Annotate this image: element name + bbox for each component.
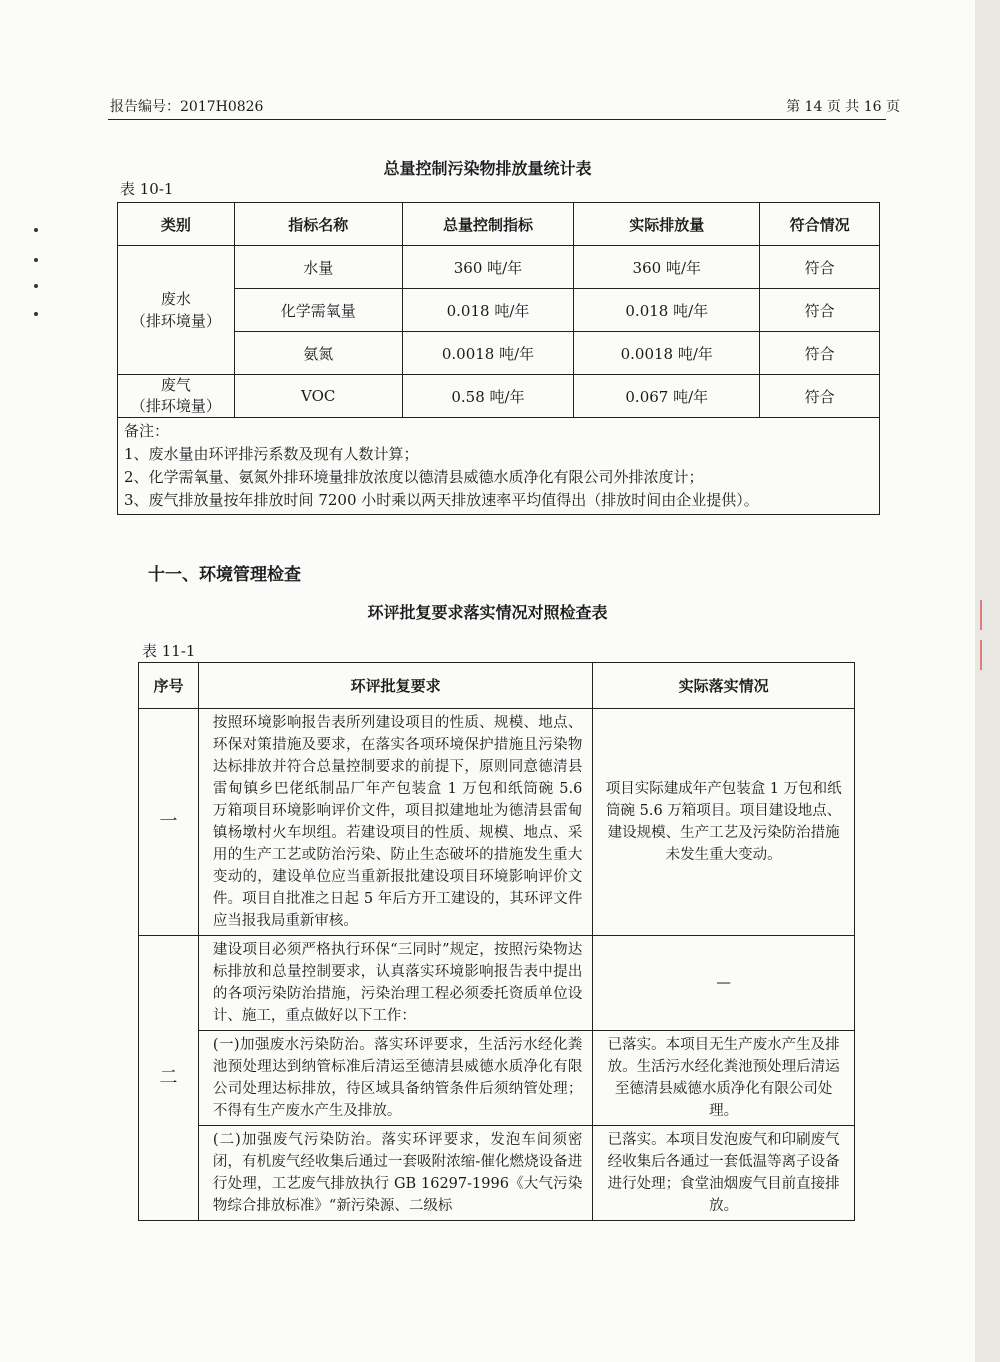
binding-hole	[34, 284, 38, 288]
actual-cell: 0.067 吨/年	[574, 375, 760, 418]
table11-title: 环评批复要求落实情况对照检查表	[367, 603, 608, 622]
section-heading: 十一、环境管理检查	[148, 565, 301, 585]
implementation-cell: 已落实。本项目无生产废水产生及排放。生活污水经化粪池预处理后清运至德清县威德水质净化有限公司处理。	[593, 1031, 855, 1126]
implementation-cell: —	[593, 936, 855, 1031]
limit-cell: 0.018 吨/年	[402, 289, 574, 332]
indicator-cell: 水量	[234, 246, 402, 289]
actual-cell: 0.018 吨/年	[574, 289, 760, 332]
table10-title: 总量控制污染物排放量统计表	[383, 159, 592, 178]
column-header: 环评批复要求	[198, 663, 592, 709]
table-row	[118, 375, 880, 418]
page-edge	[975, 0, 1000, 1362]
row-number: 一	[139, 709, 199, 936]
notes-cell	[118, 418, 880, 515]
status-cell: 符合	[760, 375, 880, 418]
table-header-row	[118, 203, 880, 246]
table-header-row	[139, 663, 855, 709]
notes-row	[118, 418, 880, 515]
status-cell: 符合	[760, 246, 880, 289]
actual-cell: 360 吨/年	[574, 246, 760, 289]
notes-heading: 备注：	[124, 422, 170, 440]
table-row	[118, 246, 880, 289]
column-header: 总量控制指标	[402, 203, 574, 246]
binding-hole	[34, 228, 38, 232]
row-number: 二	[139, 936, 199, 1221]
indicator-cell: 化学需氧量	[234, 289, 402, 332]
seal-stamp-fragment	[980, 600, 996, 630]
indicator-cell: 氨氮	[234, 332, 402, 375]
binding-hole	[34, 312, 38, 316]
note-item: 3、废气排放量按年排放时间 7200 小时乘以两天排放速率平均值得出（排放时间由企业提供）。	[124, 491, 759, 509]
column-header: 序号	[139, 663, 199, 709]
implementation-cell: 已落实。本项目发泡废气和印刷废气经收集后各通过一套低温等离子设备进行处理；食堂油烟废气目前直接排放。	[593, 1126, 855, 1221]
category-cell: 废水 （排环境量）	[118, 246, 235, 375]
page-number: 第 14 页 共 16 页	[786, 99, 900, 115]
limit-cell: 360 吨/年	[402, 246, 574, 289]
table10-label: 表 10-1	[120, 180, 174, 198]
table-row	[139, 709, 855, 936]
requirement-cell: 建设项目必须严格执行环保“三同时”规定，按照污染物达标排放和总量控制要求，认真落实环境影响报告表中提出的各项污染防治措施，污染治理工程必须委托资质单位设计、施工，重点做好以下工作：	[198, 936, 592, 1031]
seal-stamp-fragment	[980, 640, 996, 670]
status-cell: 符合	[760, 332, 880, 375]
requirement-cell: (一)加强废水污染防治。落实环评要求，生活污水经化粪池预处理达到纳管标准后清运至德清县威德水质净化有限公司处理达标排放，待区域具备纳管条件后须纳管处理；不得有生产废水产生及排放。	[198, 1031, 592, 1126]
limit-cell: 0.0018 吨/年	[402, 332, 574, 375]
column-header: 指标名称	[234, 203, 402, 246]
status-cell: 符合	[760, 289, 880, 332]
note-item: 2、化学需氧量、氨氮外排环境量排放浓度以德清县威德水质净化有限公司外排浓度计；	[124, 468, 704, 486]
table-row	[139, 1031, 855, 1126]
column-header: 符合情况	[760, 203, 880, 246]
limit-cell: 0.58 吨/年	[402, 375, 574, 418]
column-header: 实际落实情况	[593, 663, 855, 709]
table-row	[139, 1126, 855, 1221]
report-number: 报告编号：2017H0826	[110, 99, 264, 115]
approval-check-table	[138, 662, 855, 1221]
note-item: 1、废水量由环评排污系数及现有人数计算；	[124, 445, 419, 463]
category-cell: 废气 （排环境量）	[118, 375, 235, 418]
table11-label: 表 11-1	[142, 642, 196, 660]
requirement-cell: (二)加强废气污染防治。落实环评要求，发泡车间须密闭，有机废气经收集后通过一套吸附浓缩-催化燃烧设备进行处理，工艺废气排放执行 GB 16297-1996《大气污染物综合排放标准》“新污染源、二级标	[198, 1126, 592, 1221]
header-rule	[108, 119, 886, 120]
emission-total-table	[117, 202, 880, 515]
actual-cell: 0.0018 吨/年	[574, 332, 760, 375]
column-header: 类别	[118, 203, 235, 246]
implementation-cell: 项目实际建成年产包装盒 1 万包和纸筒碗 5.6 万箱项目。项目建设地点、建设规模、生产工艺及污染防治措施未发生重大变动。	[593, 709, 855, 936]
binding-hole	[34, 258, 38, 262]
column-header: 实际排放量	[574, 203, 760, 246]
table-row	[139, 936, 855, 1031]
requirement-cell: 按照环境影响报告表所列建设项目的性质、规模、地点、环保对策措施及要求，在落实各项环境保护措施且污染物达标排放并符合总量控制要求的前提下，原则同意德清县雷甸镇乡巴佬纸制品厂年产包装盒 1 万包和纸筒碗 5.6 万箱项目环境影响评价文件，项目拟建地址为德清县雷甸镇杨墩村火车坝组。若建设项目的性质、规模、地点、采用的生产工艺或防治污染、防止生态破坏的措施发生重大变动的，建设单位应当重新报批建设项目环境影响评价文件。项目自批准之日起 5 年后方开工建设的，其环评文件应当报我局重新审核。	[198, 709, 592, 936]
indicator-cell: VOC	[234, 375, 402, 418]
